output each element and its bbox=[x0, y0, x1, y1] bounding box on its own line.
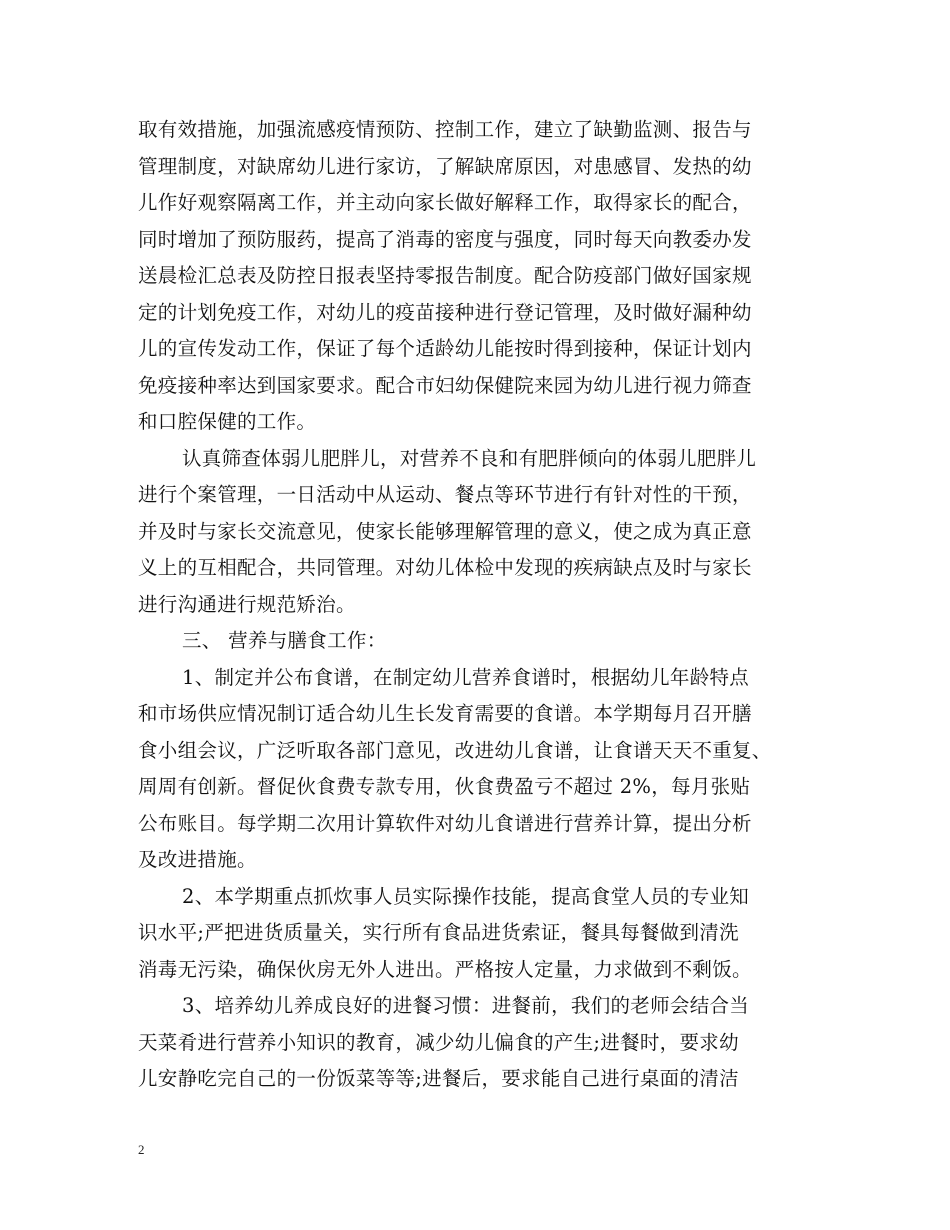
text-line: 3、培养幼儿养成良好的进餐习惯：进餐前，我们的老师会结合当 bbox=[182, 994, 750, 1017]
paragraph-item-3-eating-habits bbox=[138, 988, 818, 1098]
paragraph-item-2-kitchen-staff bbox=[138, 879, 818, 989]
text-line: 公布账目。每学期二次用计算软件对幼儿食谱进行营养计算，提出分析 bbox=[138, 811, 752, 835]
text-line: 取有效措施，加强流感疫情预防、控制工作，建立了缺勤监测、报告与 bbox=[138, 118, 752, 141]
section-heading-nutrition bbox=[138, 623, 818, 660]
text-line: 周周有创新。督促伙食费专款专用，伙食费盈亏不超过 2%，每月张贴 bbox=[138, 775, 751, 798]
paragraph-item-1-menu bbox=[138, 660, 818, 879]
paragraph-epidemic-prevention bbox=[138, 112, 818, 441]
text-line: 定的计划免疫工作，对幼儿的疫苗接种进行登记管理，及时做好漏种幼 bbox=[138, 300, 752, 324]
text-line: 并及时与家长交流意见，使家长能够理解管理的意义，使之成为真正意 bbox=[138, 519, 752, 543]
section-heading-text: 三、 营养与膳食工作： bbox=[182, 629, 387, 652]
text-line: 义上的互相配合，共同管理。对幼儿体检中发现的疾病缺点及时与家长 bbox=[138, 556, 752, 579]
text-line: 儿的宣传发动工作，保证了每个适龄幼儿能按时得到接种，保证计划内 bbox=[138, 337, 752, 360]
text-line: 送晨检汇总表及防控日报表坚持零报告制度。配合防疫部门做好国家规 bbox=[138, 264, 752, 287]
text-line: 进行沟通进行规范矫治。 bbox=[138, 592, 356, 616]
document-body bbox=[138, 112, 818, 1098]
text-line: 识水平;严把进货质量关，实行所有食品进货索证，餐具每餐做到清洗 bbox=[138, 921, 739, 944]
text-line: 天菜肴进行营养小知识的教育，减少幼儿偏食的产生;进餐时，要求幼 bbox=[138, 1030, 739, 1054]
text-line: 免疫接种率达到国家要求。配合市妇幼保健院来园为幼儿进行视力筛查 bbox=[138, 373, 752, 397]
text-line: 和口腔保健的工作。 bbox=[138, 410, 317, 433]
text-line: 消毒无污染，确保伙房无外人进出。严格按人定量，力求做到不剩饭。 bbox=[138, 957, 752, 981]
text-line: 儿作好观察隔离工作，并主动向家长做好解释工作，取得家长的配合， bbox=[138, 191, 752, 214]
text-line: 同时增加了预防服药，提高了消毒的密度与强度，同时每天向教委办发 bbox=[138, 227, 752, 251]
text-line: 管理制度，对缺席幼儿进行家访，了解缺席原因，对患感冒、发热的幼 bbox=[138, 154, 752, 178]
text-line: 及改进措施。 bbox=[138, 848, 257, 871]
paragraph-weak-obese-children bbox=[138, 441, 818, 624]
text-line: 和市场供应情况制订适合幼儿生长发育需要的食谱。本学期每月召开膳 bbox=[138, 702, 752, 725]
text-line: 进行个案管理，一日活动中从运动、餐点等环节进行有针对性的干预， bbox=[138, 483, 752, 506]
text-line: 儿安静吃完自己的一份饭菜等等;进餐后，要求能自己进行桌面的清洁 bbox=[138, 1067, 739, 1090]
text-line: 1、制定并公布食谱，在制定幼儿营养食谱时，根据幼儿年龄特点 bbox=[182, 665, 750, 689]
text-line: 2、本学期重点抓炊事人员实际操作技能，提高食堂人员的专业知 bbox=[182, 884, 750, 908]
page-number: 2 bbox=[138, 1142, 145, 1157]
text-line: 食小组会议，广泛听取各部门意见，改进幼儿食谱，让食谱天天不重复、 bbox=[138, 738, 772, 762]
text-line: 认真筛查体弱儿肥胖儿，对营养不良和有肥胖倾向的体弱儿肥胖儿 bbox=[182, 446, 757, 470]
